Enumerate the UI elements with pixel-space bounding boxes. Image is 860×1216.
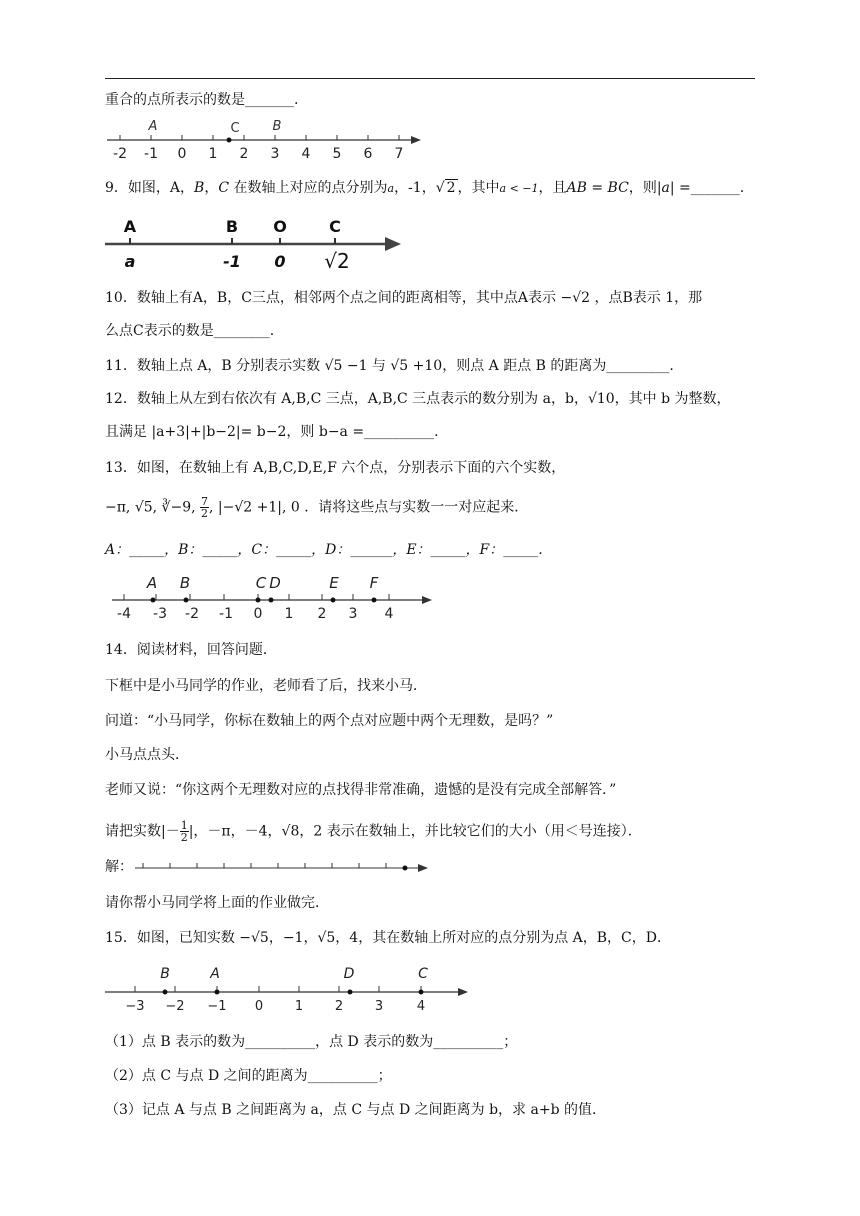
tick-label: 4 (301, 146, 311, 162)
point-label: C (418, 966, 428, 982)
point-c (227, 138, 232, 143)
point-label: B (225, 217, 239, 236)
point-b (184, 598, 189, 603)
q14-jie: 解： (105, 859, 133, 875)
point-label: A (123, 217, 137, 236)
tick-label: 0 (253, 606, 263, 622)
point-label: B (179, 574, 191, 592)
point-a (215, 990, 220, 995)
tick-label: -1 (144, 146, 158, 162)
q12-line2: 且满足 |a+3|+|b−2|= b−2，则 b−a =__________. (105, 424, 439, 440)
tick-label: 2 (334, 999, 344, 1014)
tick-label: -3 (153, 606, 167, 622)
point-c (256, 598, 261, 603)
q8-number-line (105, 118, 425, 163)
q14-line4: 老师又说：“你这两个无理数对应的点找得非常准确，遗憾的是没有完成全部解答．” (105, 782, 617, 798)
point-label: C (329, 217, 341, 236)
tick-label: 1 (294, 999, 304, 1014)
tick-label: -1 (219, 606, 233, 622)
value-label: √2 (324, 249, 350, 273)
point-label: C (230, 121, 240, 136)
q15-q3: （3）记点 A 与点 B 之间距离为 a，点 C 与点 D 之间距离为 b，求 a+b 的值． (105, 1102, 606, 1118)
q14-line5: 请把实数|－ $\frac{1}{2}$ |，－π，－4，√8，2 表示在数轴上，并比较它们的大小（用＜号连接）． (105, 819, 642, 844)
q14-line6: 请你帮小马同学将上面的作业做完． (105, 895, 329, 911)
q14-title: 14．阅读材料，回答问题． (105, 642, 277, 658)
tick-label: 0 (254, 999, 264, 1014)
tick-label: 1 (284, 606, 294, 622)
q9-text: 9．如图，A，B，C 在数轴上对应的点分别为a，-1，√ 2 ，其中a < −1，且AB = BC，则|a| =_______. (105, 180, 745, 196)
tick-label: −2 (165, 999, 185, 1014)
point-label: D (343, 966, 355, 982)
q13-line3: A：_____，B：_____，C：_____，D：______，E：_____，F：_____. (105, 542, 543, 558)
point-a (151, 598, 156, 603)
q14-line2: 问道：“小马同学，你标在数轴上的两个点对应题中两个无理数，是吗？” (105, 713, 554, 729)
tick-label: 4 (416, 999, 426, 1014)
q10-line1: 10．数轴上有A，B，C三点，相邻两个点之间的距离相等，其中点A表示 −√2 ，点B表示 1，那 (105, 290, 703, 306)
tick-label: −3 (125, 999, 145, 1014)
q8-text: 重合的点所表示的数是_______. (105, 92, 299, 108)
point-label: A (148, 119, 158, 134)
value-label: -1 (223, 252, 241, 271)
tick-label: 2 (317, 606, 327, 622)
q15-q1: （1）点 B 表示的数为__________，点 D 表示的数为__________； (105, 1034, 518, 1050)
point-b (163, 990, 168, 995)
point-label: C (255, 574, 267, 592)
tick-label: 3 (270, 146, 280, 162)
q12-line1: 12．数轴上从左到右依次有 A,B,C 三点，A,B,C 三点表示的数分别为 a，b，√10，其中 b 为整数， (105, 391, 731, 407)
q13-line1: 13．如图，在数轴上有 A,B,C,D,E,F 六个点，分别表示下面的六个实数， (105, 460, 566, 476)
q15-title: 15．如图，已知实数 −√5，−1，√5，4，其在数轴上所对应的点分别为点 A，B，C，D． (105, 930, 671, 946)
point-label: A (210, 966, 220, 982)
tick-label: 1 (208, 146, 218, 162)
q10-line2: 么点C表示的数是________. (105, 323, 275, 339)
point-f (372, 598, 377, 603)
tick-label: -2 (185, 606, 199, 622)
point-d (348, 990, 353, 995)
q14-line3: 小马点点头． (105, 747, 189, 763)
tick-label: 3 (348, 606, 358, 622)
tick-label: -2 (113, 146, 127, 162)
q9-number-line (105, 212, 405, 277)
tick-label: −1 (207, 999, 227, 1014)
tick-label: 3 (374, 999, 384, 1014)
header-rule (105, 78, 755, 79)
tick-label: 0 (177, 146, 187, 162)
point-c (419, 990, 424, 995)
point-label: B (160, 966, 170, 982)
tick-label: 7 (394, 146, 404, 162)
q14-line1: 下框中是小马同学的作业，老师看了后，找来小马． (105, 678, 427, 694)
point (403, 866, 408, 871)
point-label: O (273, 217, 287, 236)
q13-line2: −π, √5, ∛−9, $\frac{7}{2}$ , |−√2 +1|, 0 ．请将这些点与实数一一对应起来． (105, 495, 529, 520)
q15-q2: （2）点 C 与点 D 之间的距离为__________； (105, 1068, 392, 1084)
q15-number-line (105, 962, 475, 1012)
tick-label: 5 (332, 146, 342, 162)
tick-label: 4 (384, 606, 394, 622)
point-label: F (369, 574, 379, 592)
q11-text: 11．数轴上点 A，B 分别表示实数 √5 −1 与 √5 +10，则点 A 距点 B 的距离为_________. (105, 358, 674, 374)
value-label: 0 (274, 252, 286, 271)
point-label: D (269, 574, 281, 592)
tick-label: -4 (117, 606, 131, 622)
point-label: B (272, 119, 282, 134)
point-label: A (146, 574, 158, 592)
point-d (269, 598, 274, 603)
point-e (331, 598, 336, 603)
q14-number-line (135, 858, 435, 878)
tick-label: 6 (363, 146, 373, 162)
tick-label: 2 (239, 146, 249, 162)
value-label: a (124, 252, 136, 271)
q13-number-line (112, 572, 442, 622)
point-label: E (329, 574, 339, 592)
